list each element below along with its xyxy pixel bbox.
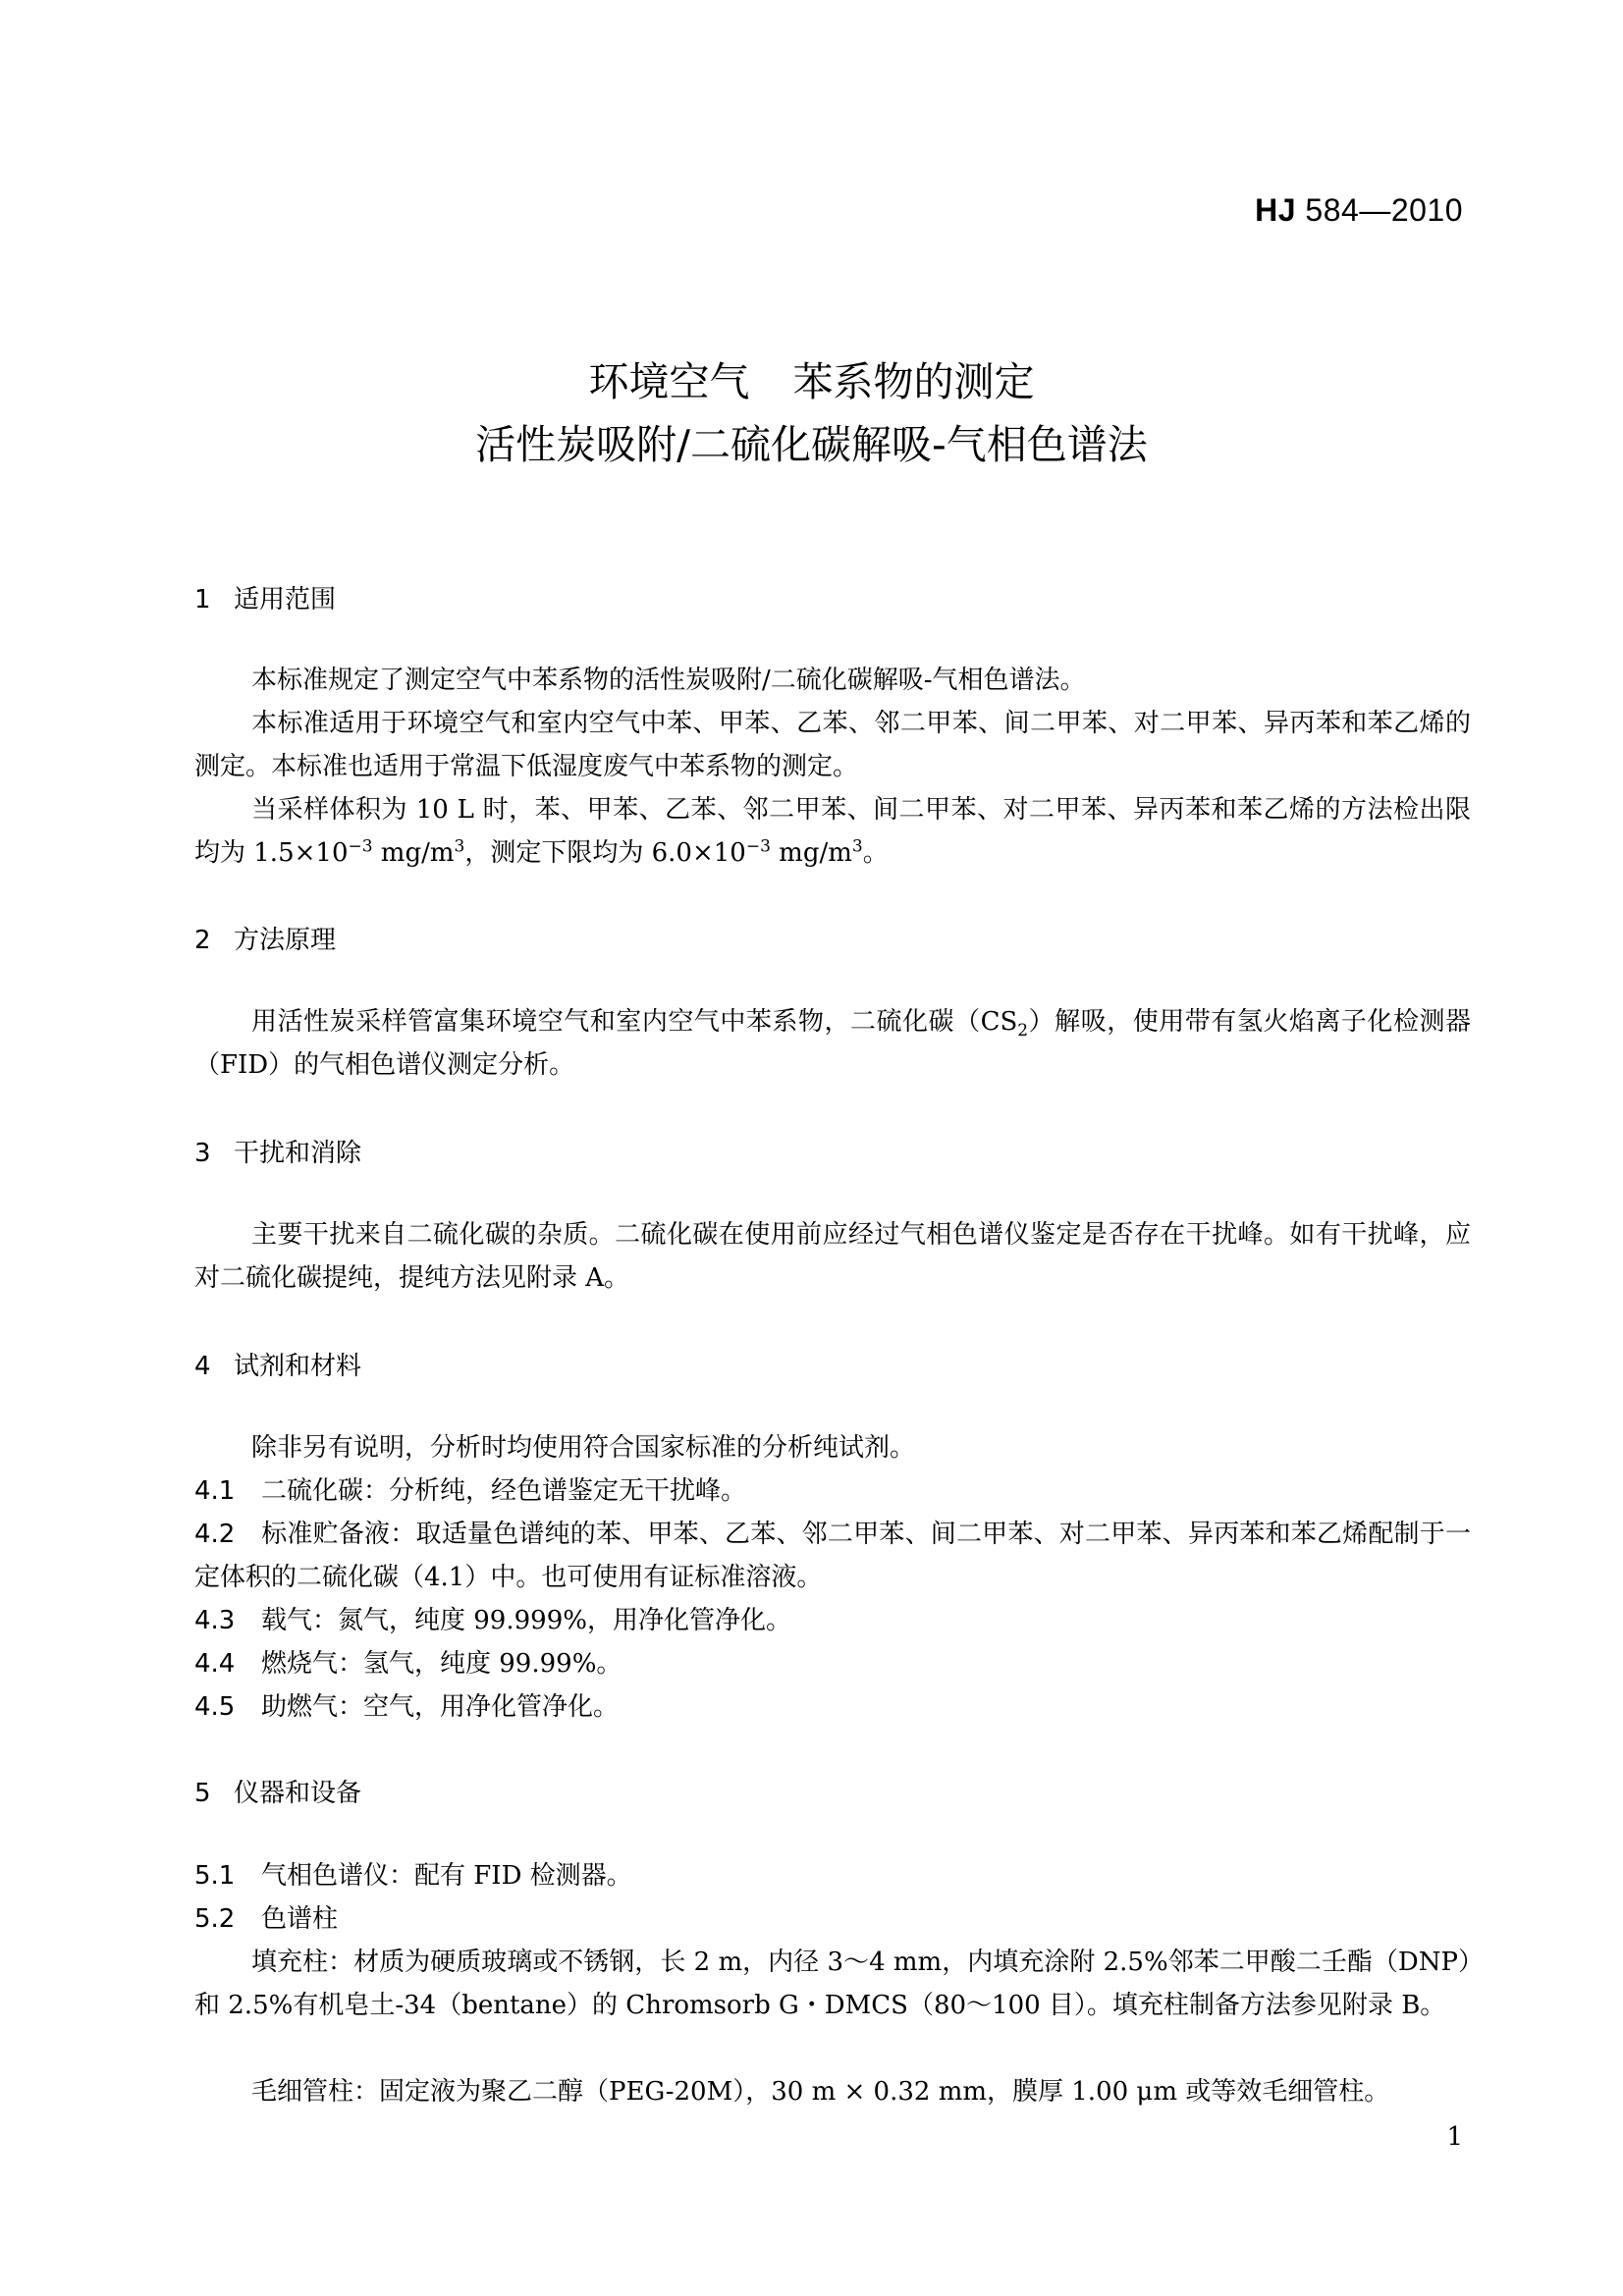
paragraph-1-2: 本标准适用于环境空气和室内空气中苯、甲苯、乙苯、邻二甲苯、间二甲苯、对二甲苯、异丙苯和苯乙烯的测定。本标准也适用于常温下低湿度废气中苯系物的测定。 <box>194 709 1471 781</box>
document-title-line2: 活性炭吸附/二硫化碳解吸-气相色谱法 <box>475 421 1148 468</box>
list-item <box>194 1642 1471 1685</box>
standard-number: 584—2010 <box>1305 192 1463 228</box>
item-text: 气相色谱仪：配有 FID 检测器。 <box>261 1861 632 1891</box>
item-number: 5.2 <box>194 1904 236 1934</box>
item-number: 4.5 <box>194 1692 236 1722</box>
section-heading-4 <box>194 1346 361 1382</box>
item-number: 4.2 <box>194 1520 236 1549</box>
standard-prefix: HJ <box>1255 192 1297 228</box>
section-number: 5 <box>194 1779 211 1808</box>
section-heading-2 <box>194 920 336 956</box>
paragraph-3-1: 主要干扰来自二硫化碳的杂质。二硫化碳在使用前应经过气相色谱仪鉴定是否存在干扰峰。如有干扰峰，应对二硫化碳提纯，提纯方法见附录 A。 <box>194 1220 1471 1293</box>
section-heading-5 <box>194 1773 361 1809</box>
paragraph-1-3: 当采样体积为 10 L 时，苯、甲苯、乙苯、邻二甲苯、间二甲苯、对二甲苯、异丙苯和苯乙烯的方法检出限均为 $1.5\times 10^{-3}$ $mg/m^3$，测定下限均为 $6.0\times 10^{-3}$ $mg/m^3$。 <box>194 795 1471 868</box>
item-text: 色谱柱 <box>261 1904 339 1934</box>
section-number: 4 <box>194 1352 211 1381</box>
item-text: 载气：氮气，纯度 99.999%，用净化管净化。 <box>261 1606 791 1635</box>
page-number: 1 <box>1446 2122 1463 2152</box>
section-heading-1 <box>194 579 336 615</box>
item-number: 4.1 <box>194 1476 236 1506</box>
item-number: 4.3 <box>194 1606 236 1635</box>
section-title: 干扰和消除 <box>234 1139 362 1168</box>
exponent: −3 <box>348 836 373 857</box>
section-heading-3 <box>194 1133 361 1169</box>
item-text: 标准贮备液：取适量色谱纯的苯、甲苯、乙苯、邻二甲苯、间二甲苯、对二甲苯、异丙苯和苯乙烯配制于一定体积的二硫化碳（4.1）中。也可使用有证标准溶液。 <box>194 1520 1471 1592</box>
list-item <box>194 1897 1471 1941</box>
paragraph-5-capillary-column: 毛细管柱：固定液为聚乙二醇（PEG-20M），30 m × 0.32 mm，膜厚 1.00 μm 或等效毛细管柱。 <box>251 2077 1390 2107</box>
list-item <box>194 1685 1471 1729</box>
item-number: 5.1 <box>194 1861 236 1891</box>
section-number: 2 <box>194 926 211 955</box>
section-title: 方法原理 <box>234 926 337 955</box>
section-title: 试剂和材料 <box>234 1352 362 1381</box>
exponent: −3 <box>745 836 771 857</box>
section-number: 1 <box>194 585 211 614</box>
subscript: 2 <box>1017 1021 1029 1041</box>
document-title-line1 <box>0 349 1623 407</box>
section-title: 仪器和设备 <box>234 1779 362 1808</box>
section-number: 3 <box>194 1139 211 1168</box>
list-item <box>194 1854 1471 1897</box>
paragraph-1-1: 本标准规定了测定空气中苯系物的活性炭吸附/二硫化碳解吸-气相色谱法。 <box>251 666 1086 695</box>
list-item <box>194 1599 1471 1642</box>
title-part-b: 苯系物的测定 <box>792 358 1035 405</box>
item-number: 4.4 <box>194 1649 236 1679</box>
list-item <box>194 1469 1471 1513</box>
item-text: 燃烧气：氢气，纯度 99.99%。 <box>261 1649 622 1679</box>
list-item <box>194 1513 1471 1599</box>
section-title: 适用范围 <box>234 585 337 614</box>
superscript: 3 <box>851 836 863 857</box>
title-part-a: 环境空气 <box>588 358 750 405</box>
paragraph-4-1: 除非另有说明，分析时均使用符合国家标准的分析纯试剂。 <box>251 1433 916 1463</box>
paragraph-2-1: 用活性炭采样管富集环境空气和室内空气中苯系物，二硫化碳$(CS_2)$解吸，使用带有氢火焰离子化检测器（FID）的气相色谱仪测定分析。 <box>194 1007 1471 1080</box>
standard-code <box>1255 192 1463 229</box>
paragraph-5-packed-column: 填充柱：材质为硬质玻璃或不锈钢，长 2 m，内径 3～4 mm，内填充涂附 2.5%邻苯二甲酸二壬酯（DNP）和 2.5%有机皂土-34（bentane）的 Chromsorb G・DMCS（80～100 目）。填充柱制备方法参见附录 B。 <box>194 1948 1471 2020</box>
superscript: 3 <box>454 836 465 857</box>
item-text: 助燃气：空气，用净化管净化。 <box>261 1692 620 1722</box>
item-text: 二硫化碳：分析纯，经色谱鉴定无干扰峰。 <box>261 1476 747 1506</box>
